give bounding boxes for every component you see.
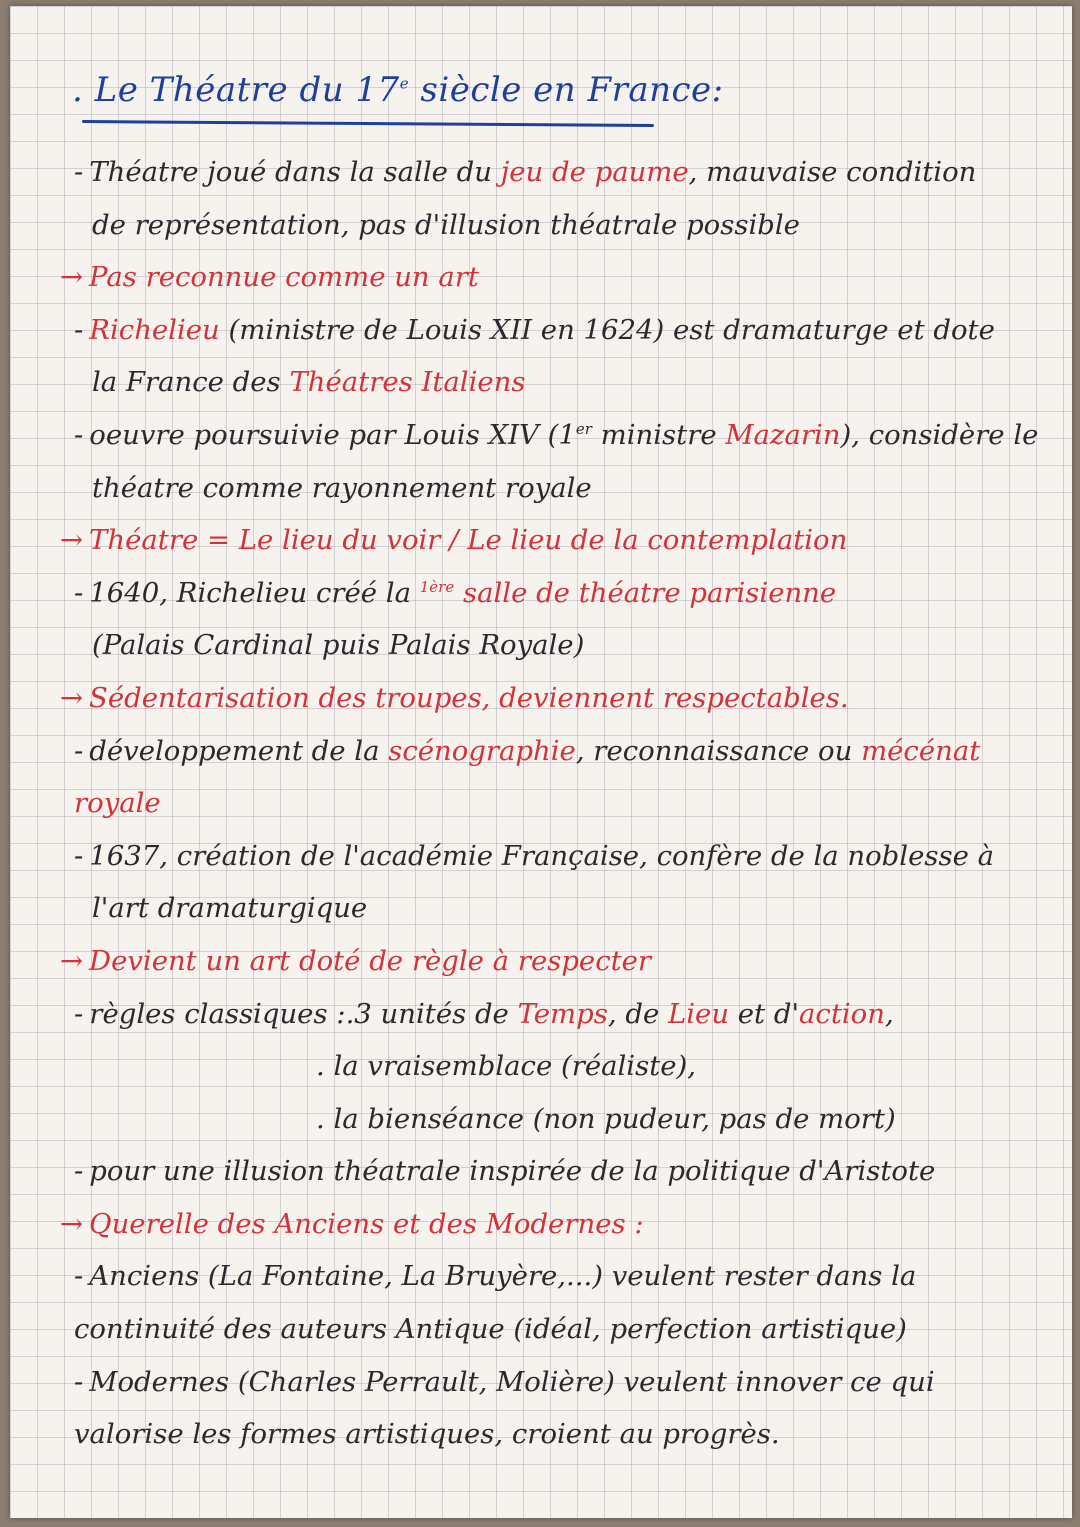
highlight-text: Temps — [517, 997, 608, 1030]
note-line — [60, 199, 1070, 252]
note-line — [60, 725, 1070, 778]
note-line — [60, 304, 1070, 357]
dash-bullet: - — [74, 997, 84, 1030]
arrow-line — [60, 672, 1070, 725]
dash-bullet: - — [74, 1260, 84, 1293]
highlight-text: Pas reconnue comme un art — [89, 261, 479, 294]
notebook-page — [10, 6, 1072, 1518]
note-line — [60, 1250, 1070, 1303]
note-line — [60, 1040, 1070, 1093]
note-line — [60, 1145, 1070, 1198]
dash-bullet: - — [74, 313, 84, 346]
note-text: théatre comme rayonnement royale — [92, 471, 592, 504]
note-text: continuité des auteurs Antique (idéal, perfection artistique) — [74, 1313, 907, 1346]
highlight-text: Querelle des Anciens et des Modernes : — [89, 1207, 644, 1240]
note-text: ), considère le — [840, 418, 1039, 451]
highlight-text: jeu de paume — [500, 156, 689, 188]
note-line — [60, 882, 1070, 935]
note-text: , de — [607, 997, 660, 1030]
highlight-text: Richelieu — [89, 313, 220, 346]
note-text: règles classiques :.3 unités de — [89, 997, 509, 1030]
note-text: (Palais Cardinal puis Palais Royale) — [92, 629, 585, 662]
note-text: . la vraisemblace (réaliste), — [316, 1050, 697, 1083]
highlight-text: Devient un art doté de règle à respecter — [89, 944, 652, 977]
dash-bullet: - — [74, 839, 84, 872]
note-line — [60, 619, 1070, 672]
note-text: oeuvre poursuivie par Louis XIV (1 — [89, 418, 576, 451]
superscript: er — [575, 419, 592, 438]
note-line — [60, 409, 1070, 462]
highlight-text: salle de théatre parisienne — [462, 576, 837, 609]
note-line — [60, 356, 1070, 409]
note-text: 1637, création de l'académie Française, confère de la noblesse à — [89, 839, 994, 872]
note-text: 1640, Richelieu créé la — [89, 576, 411, 609]
arrow-bullet: → — [60, 261, 84, 294]
arrow-line — [60, 935, 1070, 988]
note-line — [60, 462, 1070, 515]
note-line — [60, 567, 1070, 620]
dash-bullet: - — [74, 1365, 84, 1398]
highlight-text: scénographie — [388, 734, 576, 767]
dash-bullet: - — [74, 156, 84, 188]
note-text: Anciens (La Fontaine, La Bruyère,...) veulent rester dans la — [89, 1260, 917, 1293]
arrow-line — [60, 514, 1070, 567]
arrow-line — [60, 251, 1070, 304]
note-line — [60, 1093, 1070, 1146]
note-text: , mauvaise condition — [688, 156, 977, 188]
highlight-text: Théatre = Le lieu du voir / Le lieu de la contemplation — [89, 524, 848, 557]
notes-body — [60, 146, 1070, 1461]
note-text: et d' — [737, 997, 800, 1030]
highlight-text: mécénat — [861, 734, 981, 767]
note-text: pour une illusion théatrale inspirée de la politique d'Aristote — [89, 1155, 936, 1188]
highlight-text: royale — [74, 787, 161, 820]
note-text: Modernes (Charles Perrault, Molière) veulent innover ce qui — [89, 1365, 935, 1398]
note-text: , — [884, 997, 894, 1030]
dash-bullet: - — [74, 734, 84, 767]
note-text: ministre — [600, 418, 717, 451]
note-text: (ministre de Louis XII en 1624) est dramaturge et dote — [228, 313, 995, 346]
note-line — [60, 830, 1070, 883]
note-text: valorise les formes artistiques, croient au progrès. — [74, 1418, 780, 1451]
note-text: , reconnaissance ou — [575, 734, 853, 767]
note-text: . la bienséance (non pudeur, pas de mort) — [316, 1102, 896, 1135]
note-line — [60, 146, 1070, 199]
title-text: Le Théatre du 17 — [94, 70, 400, 110]
note-line — [60, 777, 1070, 830]
arrow-bullet: → — [60, 681, 84, 714]
note-text: la France des — [92, 366, 281, 399]
arrow-line — [60, 1198, 1070, 1251]
highlight-text: Mazarin — [725, 418, 841, 451]
arrow-bullet: → — [60, 524, 84, 557]
note-line — [60, 988, 1070, 1041]
title-underline — [82, 120, 654, 127]
title-superscript: e — [399, 74, 410, 93]
highlight-text: Sédentarisation des troupes, deviennent respectables. — [89, 681, 849, 714]
highlight-text: action — [799, 997, 885, 1030]
note-line — [60, 1303, 1070, 1356]
superscript: 1ère — [419, 577, 455, 596]
title-text-rest: siècle en France: — [420, 70, 724, 110]
title-bullet: . — [72, 70, 84, 110]
note-text: Théatre joué dans la salle du — [89, 156, 492, 188]
dash-bullet: - — [74, 418, 84, 451]
note-line — [60, 1408, 1070, 1461]
highlight-text: Lieu — [667, 997, 730, 1030]
dash-bullet: - — [74, 576, 84, 609]
arrow-bullet: → — [60, 944, 84, 977]
dash-bullet: - — [74, 1155, 84, 1188]
highlight-text: Théatres Italiens — [289, 366, 526, 399]
note-text: l'art dramaturgique — [92, 892, 368, 925]
note-text: de représentation, pas d'illusion théatrale possible — [92, 208, 800, 241]
arrow-bullet: → — [60, 1207, 84, 1240]
note-text: développement de la — [89, 734, 380, 767]
page-title — [72, 70, 724, 110]
note-line — [60, 1356, 1070, 1409]
